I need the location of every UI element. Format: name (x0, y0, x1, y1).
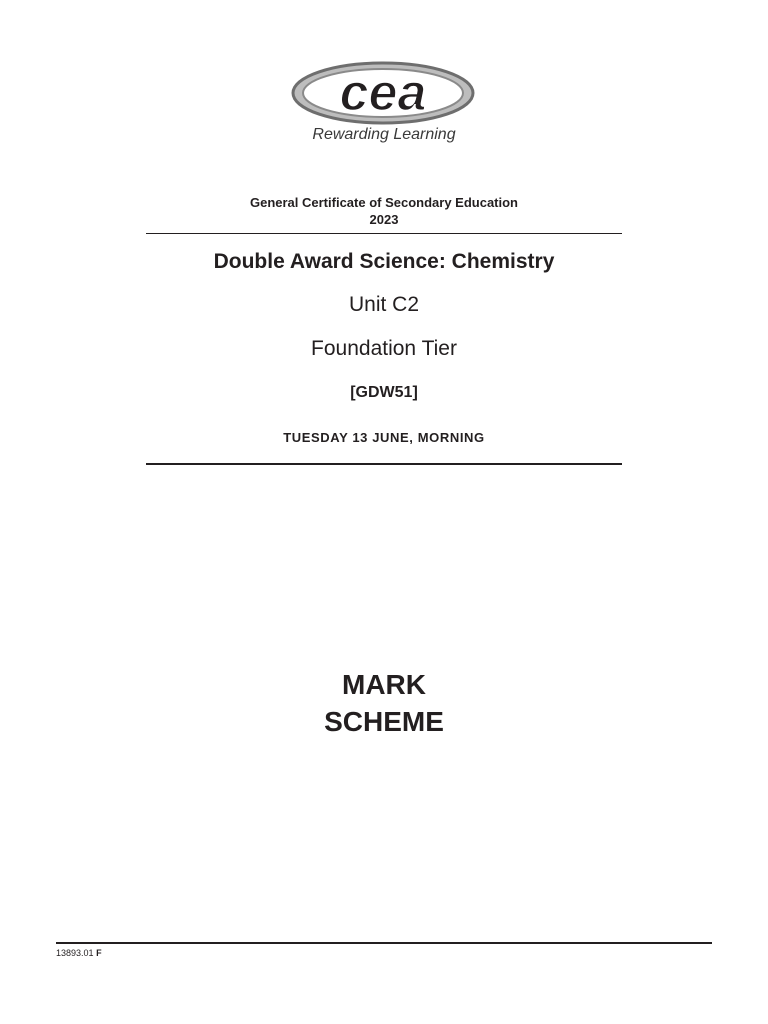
exam-year: 2023 (369, 212, 399, 227)
qualification-title: General Certificate of Secondary Education (249, 195, 519, 210)
unit-label: Unit C2 (348, 293, 420, 316)
doc-type-line2: SCHEME (324, 706, 444, 737)
paper-code: [GDW51] (350, 384, 418, 401)
bottom-divider (146, 463, 622, 465)
logo-letters: cea (339, 64, 427, 122)
top-divider (146, 233, 622, 234)
reference-number: 13893.01 (56, 948, 94, 958)
footer-reference (56, 948, 102, 958)
logo-tagline: Rewarding Learning (312, 126, 456, 143)
cea-logo (290, 60, 476, 126)
tier-label: Foundation Tier (311, 337, 457, 360)
footer-divider (56, 942, 712, 944)
doc-type-line1: MARK (342, 669, 426, 700)
exam-date: TUESDAY 13 JUNE, MORNING (283, 430, 485, 445)
subject-title: Double Award Science: Chemistry (213, 250, 555, 273)
tier-letter: F (96, 948, 102, 958)
